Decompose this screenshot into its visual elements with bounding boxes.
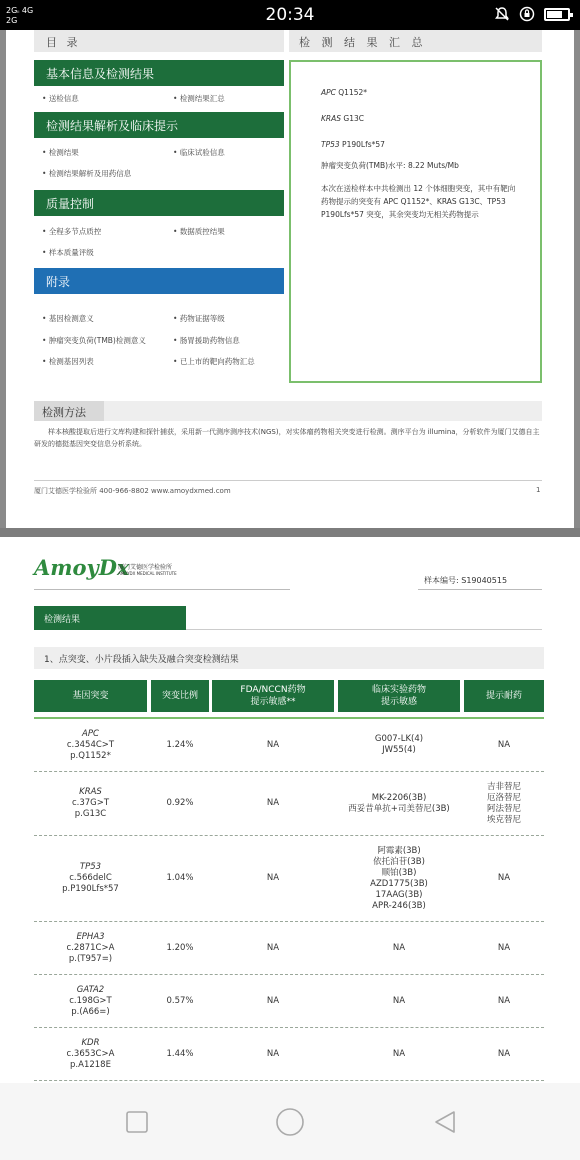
clinical-drug: JW55(4) xyxy=(382,745,416,755)
clinical-drug: G007-LK(4) xyxy=(374,734,424,744)
fda-cell xyxy=(212,772,334,835)
resistance-cell xyxy=(464,975,544,1027)
report-page-2 xyxy=(0,537,580,1083)
home-icon xyxy=(275,1107,305,1137)
fda-cell xyxy=(212,922,334,974)
battery-fill xyxy=(547,11,562,18)
gene-cell xyxy=(34,1028,147,1080)
sample-number: 样本编号: S19040515 xyxy=(424,576,508,585)
col-header-resistance: 提示耐药 xyxy=(464,680,544,712)
clinical-cell xyxy=(338,719,460,771)
tab-divider xyxy=(186,629,542,630)
gene-name: APC xyxy=(82,728,99,739)
recent-apps-icon xyxy=(125,1110,149,1134)
toc-item-evidence-level[interactable]: • 药物证据等级 xyxy=(173,313,225,324)
signal-1-label: 2G xyxy=(6,6,18,15)
signal-indicator: 2Gᵢₗ 4G 2G xyxy=(6,6,34,25)
toc-item-qc-nodes[interactable]: • 全程多节点质控 xyxy=(42,226,101,237)
section-quality-control[interactable]: 质量控制 xyxy=(34,190,284,216)
toc-item-data-qc[interactable]: • 数据质控结果 xyxy=(173,226,225,237)
resistance-drug: NA xyxy=(497,739,511,750)
toc-item-sample-info[interactable]: • 送检信息 xyxy=(42,93,79,104)
back-button[interactable] xyxy=(428,1105,462,1139)
protein-change: p.Q1152* xyxy=(70,750,111,761)
page-number: 1 xyxy=(536,486,541,494)
frequency-value: 1.04% xyxy=(166,873,194,883)
fda-value: NA xyxy=(266,995,280,1006)
signal-3-label: 2G xyxy=(6,16,18,25)
amoydx-logo: AmoyDx xyxy=(34,555,130,580)
cdna-change: c.37G>T xyxy=(71,798,110,808)
toc-item-results[interactable]: • 检测结果 xyxy=(42,147,79,158)
clinical-cell xyxy=(338,836,460,921)
protein-change: p.P190Lfs*57 xyxy=(62,884,119,894)
fda-cell xyxy=(212,975,334,1027)
col-header-mutation: 基因突变 xyxy=(34,680,147,712)
gene-cell xyxy=(34,772,147,835)
resistance-drug: NA xyxy=(497,1048,511,1059)
table-row xyxy=(34,922,544,975)
frequency-cell xyxy=(151,772,209,835)
summary-gene: TP53 xyxy=(321,140,340,149)
section-appendix[interactable]: 附录 xyxy=(34,268,284,294)
summary-box xyxy=(289,60,542,383)
frequency-cell xyxy=(151,836,209,921)
summary-tp53 xyxy=(321,140,385,149)
toc-item-clinical-trials[interactable]: • 临床试验信息 xyxy=(173,147,225,158)
navigation-bar xyxy=(0,1083,580,1160)
gene-name: GATA2 xyxy=(76,984,105,995)
table-header xyxy=(34,680,544,712)
protein-change: p.(A66=) xyxy=(71,1006,110,1017)
page-footer: 厦门艾德医学检验所 400-966-8802 www.amoydxmed.com xyxy=(34,487,231,495)
resistance-drug: NA xyxy=(497,995,511,1006)
frequency-cell xyxy=(151,922,209,974)
signal-2-label: 4G xyxy=(21,6,34,15)
frequency-cell xyxy=(151,975,209,1027)
resistance-drug: 埃克替尼 xyxy=(486,814,521,825)
fda-value: NA xyxy=(266,798,280,808)
frequency-value: 0.92% xyxy=(166,798,194,808)
frequency-cell xyxy=(151,1028,209,1080)
sample-divider xyxy=(418,589,542,590)
page-edge-right xyxy=(574,30,580,528)
status-bar xyxy=(0,0,580,30)
clinical-drug: APR-246(3B) xyxy=(372,900,426,911)
home-button[interactable] xyxy=(273,1105,307,1139)
method-text: 样本核酸提取后进行文库构建和探针捕获，采用新一代测序测序技术(NGS)，对实体瘤药物相关突变进行检测。测序平台为 illumina，分析软件为厦门艾德自主研发的德挺基因突变信息分析系统。 xyxy=(34,428,540,448)
gene-cell xyxy=(34,975,147,1027)
method-title: 检测方法 xyxy=(34,401,104,421)
resistance-drug: NA xyxy=(497,873,511,883)
table-row xyxy=(34,719,544,772)
header-divider xyxy=(34,589,290,590)
frequency-value: 0.57% xyxy=(166,995,194,1006)
gene-cell xyxy=(34,719,147,771)
clinical-drug: NA xyxy=(392,995,406,1006)
summary-apc xyxy=(321,88,367,97)
cdna-change: c.3454C>T xyxy=(66,739,115,750)
clinical-cell xyxy=(338,975,460,1027)
summary-kras xyxy=(321,114,364,123)
footer-divider xyxy=(34,480,542,481)
back-icon xyxy=(432,1109,458,1135)
logo-subtitle-cn: 厦门艾德医学检验所 xyxy=(118,564,173,571)
summary-paragraph: 本次在送检样本中共检测出 12 个体细胞突变，其中有靶向药物提示的突变有 APC Q1152*、KRAS G13C、TP53 P190Lfs*57 突变，其余突变均无相关药物提示 xyxy=(321,184,516,219)
table-row xyxy=(34,975,544,1028)
resistance-cell xyxy=(464,719,544,771)
gene-name: KRAS xyxy=(79,787,102,797)
frequency-value: 1.24% xyxy=(166,739,194,750)
resistance-drug: 厄洛替尼 xyxy=(486,792,521,803)
protein-change: p.A1218E xyxy=(70,1059,111,1070)
cdna-change: c.2871C>A xyxy=(66,942,115,953)
table-row xyxy=(34,1028,544,1081)
resistance-cell xyxy=(464,1028,544,1080)
summary-tmb: 肿瘤突变负荷(TMB)水平: 8.22 Muts/Mb xyxy=(321,161,459,170)
summary-gene: KRAS xyxy=(321,114,342,123)
mutation-subheading: 1、点突变、小片段插入缺失及融合突变检测结果 xyxy=(34,647,544,669)
clinical-cell xyxy=(338,922,460,974)
col-header-frequency: 突变比例 xyxy=(151,680,209,712)
recent-apps-button[interactable] xyxy=(120,1105,154,1139)
resistance-cell xyxy=(464,836,544,921)
frequency-value: 1.44% xyxy=(166,1048,194,1059)
table-row xyxy=(34,836,544,922)
gene-cell xyxy=(34,836,147,921)
mutation-table xyxy=(34,717,544,1134)
toc-item-gene-list[interactable]: • 检测基因列表 xyxy=(42,356,94,367)
col-header-fda: FDA/NCCN药物 提示敏感** xyxy=(212,680,334,712)
toc-item-result-summary[interactable]: • 检测结果汇总 xyxy=(173,93,225,104)
clinical-drug: AZD1775(3B) xyxy=(370,878,428,889)
section-result-analysis[interactable]: 检测结果解析及临床提示 xyxy=(34,112,284,138)
results-tab[interactable]: 检测结果 xyxy=(34,606,186,630)
clinical-drug: NA xyxy=(392,1048,406,1059)
toc-title: 目 录 xyxy=(34,30,284,52)
logo-subtitle-en: AMOYDX MEDICAL INSTITUTE xyxy=(118,571,177,576)
fda-cell xyxy=(212,719,334,771)
toc-item-sample-grade[interactable]: • 样本质量评级 xyxy=(42,247,94,258)
summary-title: 检 测 结 果 汇 总 xyxy=(289,30,542,52)
gene-cell xyxy=(34,922,147,974)
toc-item-tmb-significance[interactable]: • 肿瘤突变负荷(TMB)检测意义 xyxy=(42,335,146,346)
clock: 20:34 xyxy=(265,5,315,25)
cdna-change: c.566delC xyxy=(69,873,112,883)
summary-variant: Q1152* xyxy=(338,88,368,97)
toc-item-gene-significance[interactable]: • 基因检测意义 xyxy=(42,313,94,324)
cdna-change: c.198G>T xyxy=(69,995,112,1006)
resistance-drug: NA xyxy=(497,942,511,953)
clinical-drug: NA xyxy=(392,942,406,953)
toc-item-targeted-drugs[interactable]: • 已上市的靶向药物汇总 xyxy=(173,356,255,367)
method-bar xyxy=(34,401,542,421)
clinical-drug: 阿霉素(3B) xyxy=(377,845,421,856)
fda-cell xyxy=(212,836,334,921)
clinical-drug: 顺铂(3B) xyxy=(381,867,417,878)
report-page-1 xyxy=(0,30,580,528)
col-header-clinical: 临床实验药物 提示敏感 xyxy=(338,680,460,712)
protein-change: p.G13C xyxy=(74,809,107,819)
fda-value: NA xyxy=(266,739,280,750)
toc-item-medication-info[interactable]: • 检测结果解析及用药信息 xyxy=(42,168,131,179)
summary-gene: APC xyxy=(321,88,336,97)
toc-item-drug-aid[interactable]: • 肠胃援助药物信息 xyxy=(173,335,240,346)
gene-name: KDR xyxy=(81,1037,100,1048)
fda-value: NA xyxy=(266,942,280,953)
resistance-drug: 阿法替尼 xyxy=(486,803,521,814)
summary-variant: P190Lfs*57 xyxy=(342,140,385,149)
clinical-drug: MK-2206(3B) xyxy=(371,792,427,803)
clinical-drug: 依托泊苷(3B) xyxy=(373,856,425,867)
fda-value: NA xyxy=(266,873,280,883)
fda-cell xyxy=(212,1028,334,1080)
bell-muted-icon xyxy=(494,6,510,22)
summary-variant: G13C xyxy=(343,114,365,123)
protein-change: p.(T957=) xyxy=(68,953,113,964)
battery-icon xyxy=(544,8,570,21)
gene-name: TP53 xyxy=(79,862,102,872)
resistance-cell xyxy=(464,772,544,835)
clinical-drug: 西妥昔单抗+司美替尼(3B) xyxy=(348,803,450,814)
frequency-value: 1.20% xyxy=(166,942,194,953)
section-basic-info[interactable]: 基本信息及检测结果 xyxy=(34,60,284,86)
table-row xyxy=(34,772,544,836)
gene-name: EPHA3 xyxy=(76,931,105,942)
clinical-cell xyxy=(338,1028,460,1080)
cdna-change: c.3653C>A xyxy=(66,1048,115,1059)
clinical-drug: 17AAG(3B) xyxy=(375,889,423,900)
fda-value: NA xyxy=(266,1048,280,1059)
resistance-drug: 吉非替尼 xyxy=(486,781,521,792)
rotation-lock-icon xyxy=(519,6,535,22)
page-edge-left xyxy=(0,30,6,528)
frequency-cell xyxy=(151,719,209,771)
clinical-cell xyxy=(338,772,460,835)
resistance-cell xyxy=(464,922,544,974)
